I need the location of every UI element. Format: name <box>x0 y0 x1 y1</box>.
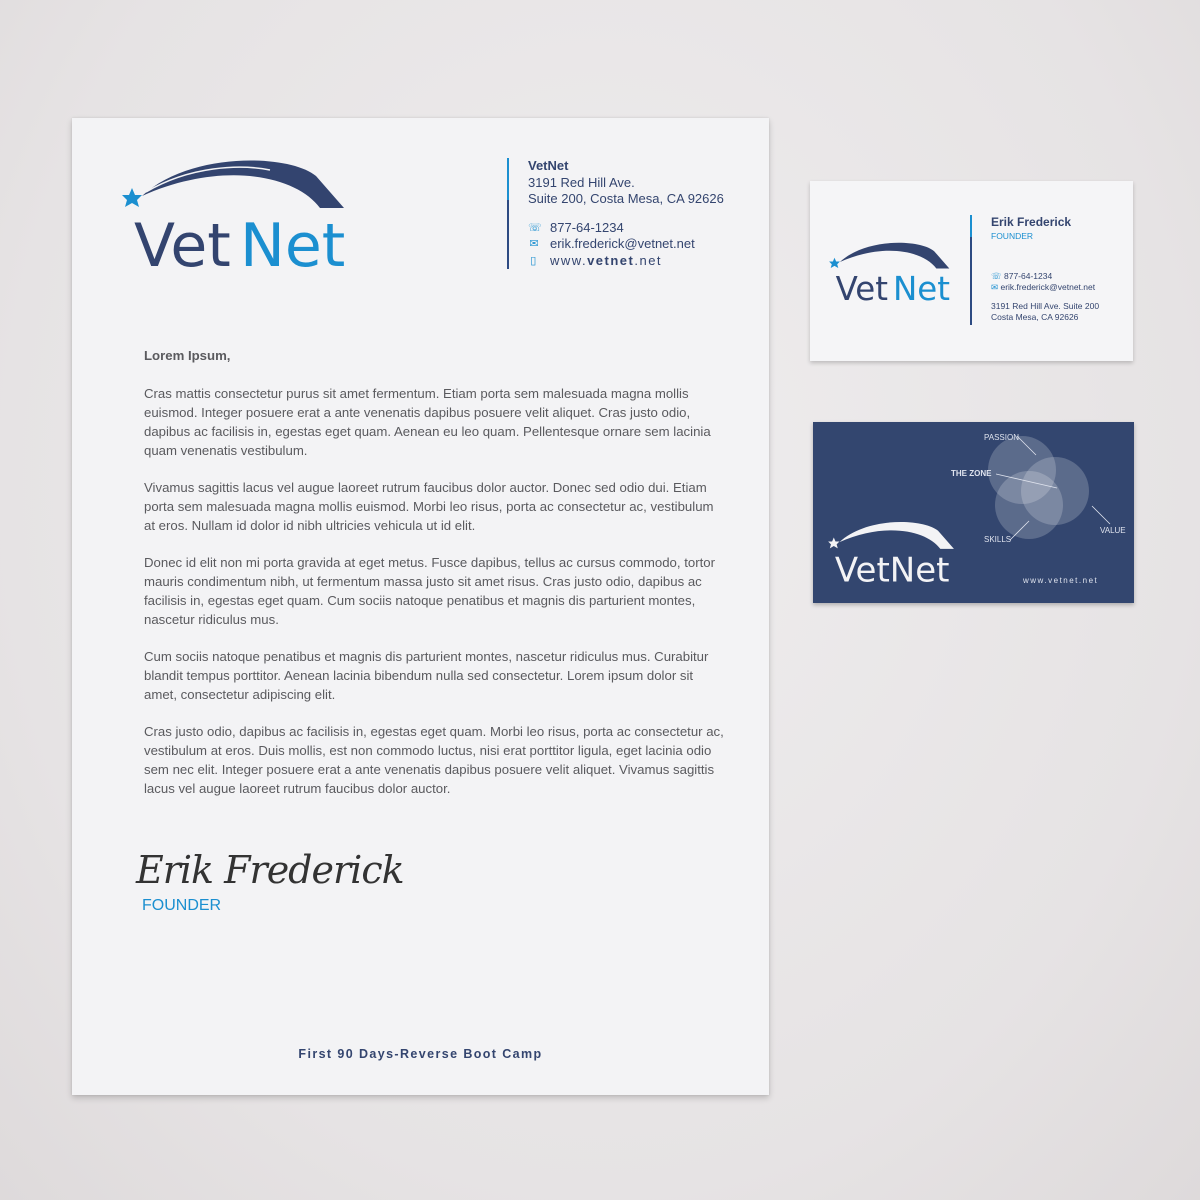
phone-icon: ☏ <box>528 221 542 234</box>
logo-vet: Vet <box>134 211 231 271</box>
star-icon <box>122 188 142 207</box>
letterhead <box>72 118 769 1095</box>
paragraph: Cras mattis consectetur purus sit amet fermentum. Etiam porta sem malesuada magna mollis euismod. Integer posuere erat a ante venenatis dapibus posuere velit aliquet. Cras justo odio, dapibus ac facilisis in, egestas eget quam. Aenean eu leo quam. Pellentesque ornare sem lacinia quam venenatis vestibulum. <box>144 386 711 458</box>
card-phone: 877-64-1234 <box>1004 271 1053 281</box>
svg-text:Net: Net <box>893 269 951 304</box>
vetnet-logo <box>120 156 360 271</box>
card-contact <box>970 215 1099 325</box>
logo-net: Net <box>240 211 346 271</box>
paragraph: Vivamus sagittis lacus vel augue laoreet rutrum faucibus dolor auctor. Donec sed odio dui. Etiam porta sem malesuada magna mollis euismod. Morbi leo risus, porta ac consectetur ac, vestibulum at eros. Nullam id dolor id nibh ultricies vehicula ut id elit. <box>144 480 714 533</box>
paragraph: Donec id elit non mi porta gravida at eget metus. Fusce dapibus, tellus ac cursus commodo, tortor mauris condimentum nibh, ut fermentum massa justo sit amet risus. Cras justo odio, dapibus ac facilisis in, egestas eget quam. Cum sociis natoque penatibus et magnis dis parturient montes, nascetur ridiculus mus. <box>144 555 716 627</box>
phone: 877-64-1234 <box>550 219 624 235</box>
letter-body <box>144 346 724 816</box>
star-icon <box>828 538 839 549</box>
company-name: VetNet <box>528 158 569 173</box>
mail-icon: ✉ <box>529 238 539 250</box>
address-line-2: Suite 200, Costa Mesa, CA 92626 <box>528 191 724 206</box>
svg-text:VetNet: VetNet <box>834 550 950 586</box>
card-role: FOUNDER <box>991 231 1034 241</box>
email[interactable]: erik.frederick@vetnet.net <box>550 236 695 251</box>
vetnet-logo <box>828 239 958 304</box>
paragraph: Cum sociis natoque penatibus et magnis dis parturient montes, nascetur ridiculus mus. Curabitur blandit tempus porttitor. Aenean lacinia bibendum nulla sed consectetur. Lorem ipsum dolor sit amet, consectetur adipiscing elit. <box>144 649 709 702</box>
card-address-1: 3191 Red Hill Ave. Suite 200 <box>991 301 1100 311</box>
mail-icon: ✉ <box>991 282 1001 292</box>
label-passion: PASSION <box>984 433 1019 442</box>
label-the-zone: THE ZONE <box>951 469 992 478</box>
website[interactable]: www.vetnet.net <box>550 252 663 268</box>
card-name: Erik Frederick <box>991 215 1072 229</box>
vetnet-logo <box>827 518 963 586</box>
greeting: Lorem Ipsum, <box>144 348 231 363</box>
signature: Erik Frederick <box>136 848 404 892</box>
phone-icon: ☏ <box>991 271 1004 281</box>
card-address-2: Costa Mesa, CA 92626 <box>991 312 1079 322</box>
label-skills: SKILLS <box>984 535 1012 544</box>
label-value: VALUE <box>1100 526 1126 535</box>
business-card-back <box>813 422 1134 603</box>
signer-role: FOUNDER <box>142 897 222 914</box>
star-icon <box>829 258 840 268</box>
card-website: www.vetnet.net <box>1023 576 1099 585</box>
card-email: erik.frederick@vetnet.net <box>1000 282 1096 292</box>
svg-text:Vet: Vet <box>835 269 889 304</box>
paragraph: Cras justo odio, dapibus ac facilisis in, egestas eget quam. Morbi leo risus, porta ac consectetur ac, vestibulum at eros. Duis mollis, est non commodo luctus, nisi erat porttitor ligula, eget lacinia odio sem nec elit. Integer posuere erat a ante venenatis dapibus posuere velit aliquet. Vivamus sagittis lacus vel augue laoreet rutrum faucibus dolor auctor. <box>144 724 724 796</box>
letterhead-footer: First 90 Days-Reverse Boot Camp <box>298 1047 543 1061</box>
letterhead-contact <box>507 158 724 269</box>
business-card-front <box>810 181 1133 361</box>
address-line-1: 3191 Red Hill Ave. <box>528 174 635 190</box>
mouse-icon: ▯ <box>530 254 538 267</box>
